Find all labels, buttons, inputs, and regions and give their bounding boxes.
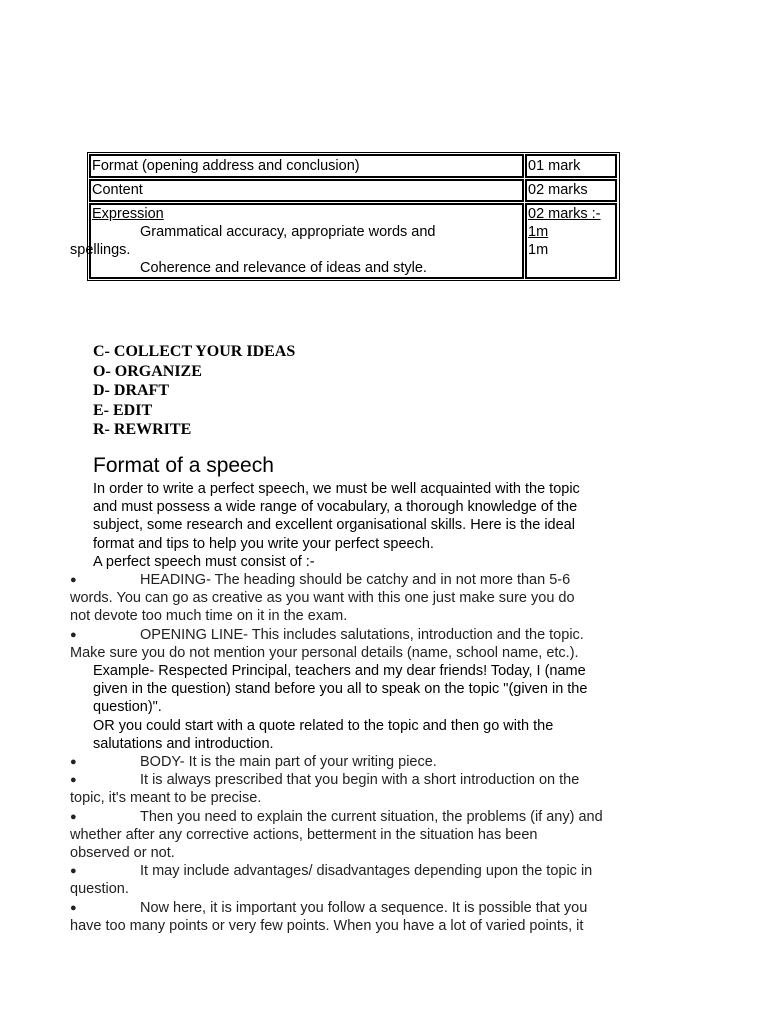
subpoint-marks: 1m [528,224,549,240]
list-item: ● Then you need to explain the current situation, the problems (if any) and [70,809,603,825]
table-row-marks: 02 marks :- [528,206,601,222]
list-item-continuation: question. [70,881,129,897]
list-item: ● Now here, it is important you follow a sequence. It is possible that you [70,900,588,916]
intro-line: In order to write a perfect speech, we must be well acquainted with the topic [93,481,580,497]
list-item: ● OPENING LINE- This includes salutations, introduction and the topic. [70,627,584,643]
bullet-icon: ● [70,756,77,769]
bullet-icon: ● [70,574,77,587]
list-item-continuation: whether after any corrective actions, betterment in the situation has been observed or not. [70,827,538,862]
bullet-icon: ● [70,629,77,642]
expression-subpoint: Grammatical accuracy, appropriate words and [140,224,436,240]
intro-line: A perfect speech must consist of :- [93,553,315,570]
example-paragraph: Example- Respected Principal, teachers and my dear friends! Today, I (name given in the question) stand before you all to speak on the topic "(given in the question)". OR you could start with a quote related to the topic and then go with the salutations and introduction. [93,663,588,752]
coder-item: R- REWRITE [93,421,192,439]
table-row-label: Format (opening address and conclusion) [92,158,360,174]
coder-item: O- ORGANIZE [93,362,202,380]
list-item-continuation: Make sure you do not mention your personal details (name, school name, etc.). [70,645,579,661]
section-heading: Format of a speech [93,454,274,477]
intro-paragraph [93,480,580,571]
table-cell [89,179,524,202]
bullet-icon: ● [70,902,77,915]
subpoint-marks: 1m [528,242,549,258]
coder-item: C- COLLECT YOUR IDEAS [93,343,296,360]
list-item-continuation: topic, it's meant to be precise. [70,790,262,806]
intro-line: and must possess a wide range of vocabulary, a thorough knowledge of the [93,499,578,516]
expression-subpoint-cont: spellings. [70,242,131,258]
list-item: ● It may include advantages/ disadvantages depending upon the topic in [70,863,593,879]
list-item: ● It is always prescribed that you begin with a short introduction on the [70,772,580,788]
list-item-continuation: words. You can go as creative as you want with this one just make sure you do not devote too much time on it in the exam. [70,590,575,625]
expression-subpoint: Coherence and relevance of ideas and style. [140,260,427,276]
list-item: ● BODY- It is the main part of your writing piece. [70,754,437,770]
bullet-icon: ● [70,811,77,824]
table-row-label: Expression [92,206,164,222]
table-row-label: Content [92,182,143,198]
list-item-continuation: have too many points or very few points. When you have a lot of varied points, it [70,918,584,934]
coder-item: E- EDIT [93,401,153,419]
intro-line: format and tips to help you write your perfect speech. [93,535,434,552]
bullet-icon: ● [70,774,77,787]
list-item: ● HEADING- The heading should be catchy and in not more than 5-6 [70,572,571,588]
coder-list [93,342,295,440]
table-row-marks: 02 marks [528,182,588,198]
bullet-icon: ● [70,865,77,878]
coder-item: D- DRAFT [93,382,169,400]
intro-line: subject, some research and excellent organisational skills. Here is the ideal [93,517,575,534]
table-row-marks: 01 mark [528,158,581,174]
